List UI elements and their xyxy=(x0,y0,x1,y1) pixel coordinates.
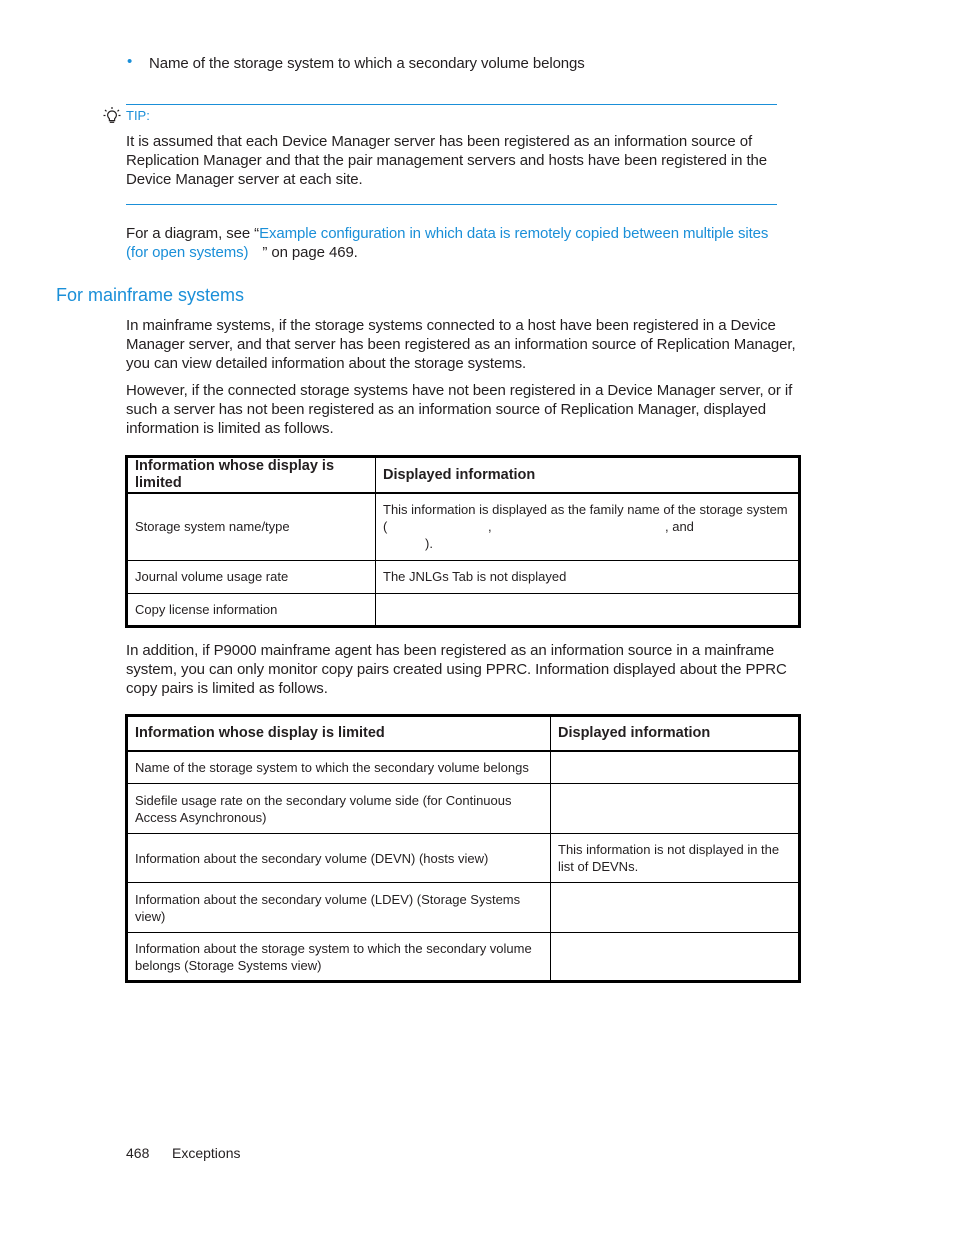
diagram-ref-prefix: For a diagram, see “ xyxy=(126,225,260,242)
bullet-marker: • xyxy=(127,53,133,70)
table-cell: Storage system name/type xyxy=(127,493,376,560)
table-row xyxy=(127,560,800,593)
diagram-ref-suffix: ” on page 469. xyxy=(262,244,358,261)
table-row xyxy=(127,751,800,784)
tip-top-rule xyxy=(126,104,777,105)
tip-label: TIP: xyxy=(126,108,150,123)
limited-info-table xyxy=(125,455,801,628)
table-row xyxy=(127,933,800,982)
table-cell: Copy license information xyxy=(127,593,376,626)
chapter-name: Exceptions xyxy=(172,1145,241,1161)
cell-fragment: ( xyxy=(383,519,388,535)
cell-fragment: , and xyxy=(665,519,694,535)
table-cell: Sidefile usage rate on the secondary volume side (for Continuous Access Asynchronous) xyxy=(127,784,551,834)
diagram-link[interactable]: Example configuration in which data is remotely copied between multiple sites xyxy=(259,225,769,242)
column-header: Information whose display is limited xyxy=(127,716,551,751)
column-header: Displayed information xyxy=(376,457,800,494)
table-cell xyxy=(551,883,800,933)
cell-fragment: , xyxy=(488,519,492,535)
table-header-row xyxy=(127,457,800,494)
table-cell: The JNLGs Tab is not displayed xyxy=(376,560,800,593)
paragraph-1: In mainframe systems, if the storage systems connected to a host have been registered in a Device Manager server, and that server has been registered as an information source of Replication Manager, you can view detailed information about the storage systems. xyxy=(126,317,796,372)
section-heading: For mainframe systems xyxy=(56,285,245,305)
table-cell: Journal volume usage rate xyxy=(127,560,376,593)
lightbulb-icon xyxy=(102,106,122,126)
table-row xyxy=(127,493,800,560)
table-cell: Information about the secondary volume (LDEV) (Storage Systems view) xyxy=(127,883,551,933)
tip-bottom-rule xyxy=(126,204,777,205)
table-cell xyxy=(551,751,800,784)
paragraph-2: However, if the connected storage systems have not been registered in a Device Manager server, or if such a server has not been registered as an information source of Replication Manager, displayed information is limited as follows. xyxy=(126,382,793,437)
table-row xyxy=(127,593,800,626)
table-cell xyxy=(551,933,800,982)
table-cell: Information about the storage system to which the secondary volume belongs (Storage Systems view) xyxy=(127,933,551,982)
bullet-item: Name of the storage system to which a secondary volume belongs xyxy=(149,55,585,72)
page-number: 468 xyxy=(126,1145,150,1161)
tip-text: It is assumed that each Device Manager server has been registered as an information source of Replication Manager and that the pair management servers and hosts have been registered in the Device Manager server at each site. xyxy=(126,133,767,188)
column-header: Information whose display is limited xyxy=(127,457,376,494)
cell-line: This information is displayed as the family name of the storage system xyxy=(383,502,788,518)
table-cell xyxy=(376,593,800,626)
paragraph-3: In addition, if P9000 mainframe agent has been registered as an information source in a mainframe system, you can only monitor copy pairs created using PPRC. Information displayed about the PPRC copy pairs is limited as follows. xyxy=(126,642,787,697)
table-cell: Information about the secondary volume (DEVN) (hosts view) xyxy=(127,834,551,883)
table-row xyxy=(127,834,800,883)
diagram-reference xyxy=(126,224,806,262)
table-cell: This information is not displayed in the list of DEVNs. xyxy=(551,834,800,883)
pprc-limited-info-table xyxy=(125,714,801,983)
table-cell xyxy=(376,493,800,560)
table-cell: Name of the storage system to which the secondary volume belongs xyxy=(127,751,551,784)
diagram-link-continued[interactable]: (for open systems) xyxy=(126,244,249,261)
table-cell xyxy=(551,784,800,834)
column-header: Displayed information xyxy=(551,716,800,751)
cell-line: ). xyxy=(425,536,433,552)
table-row xyxy=(127,883,800,933)
table-header-row xyxy=(127,716,800,751)
table-row xyxy=(127,784,800,834)
